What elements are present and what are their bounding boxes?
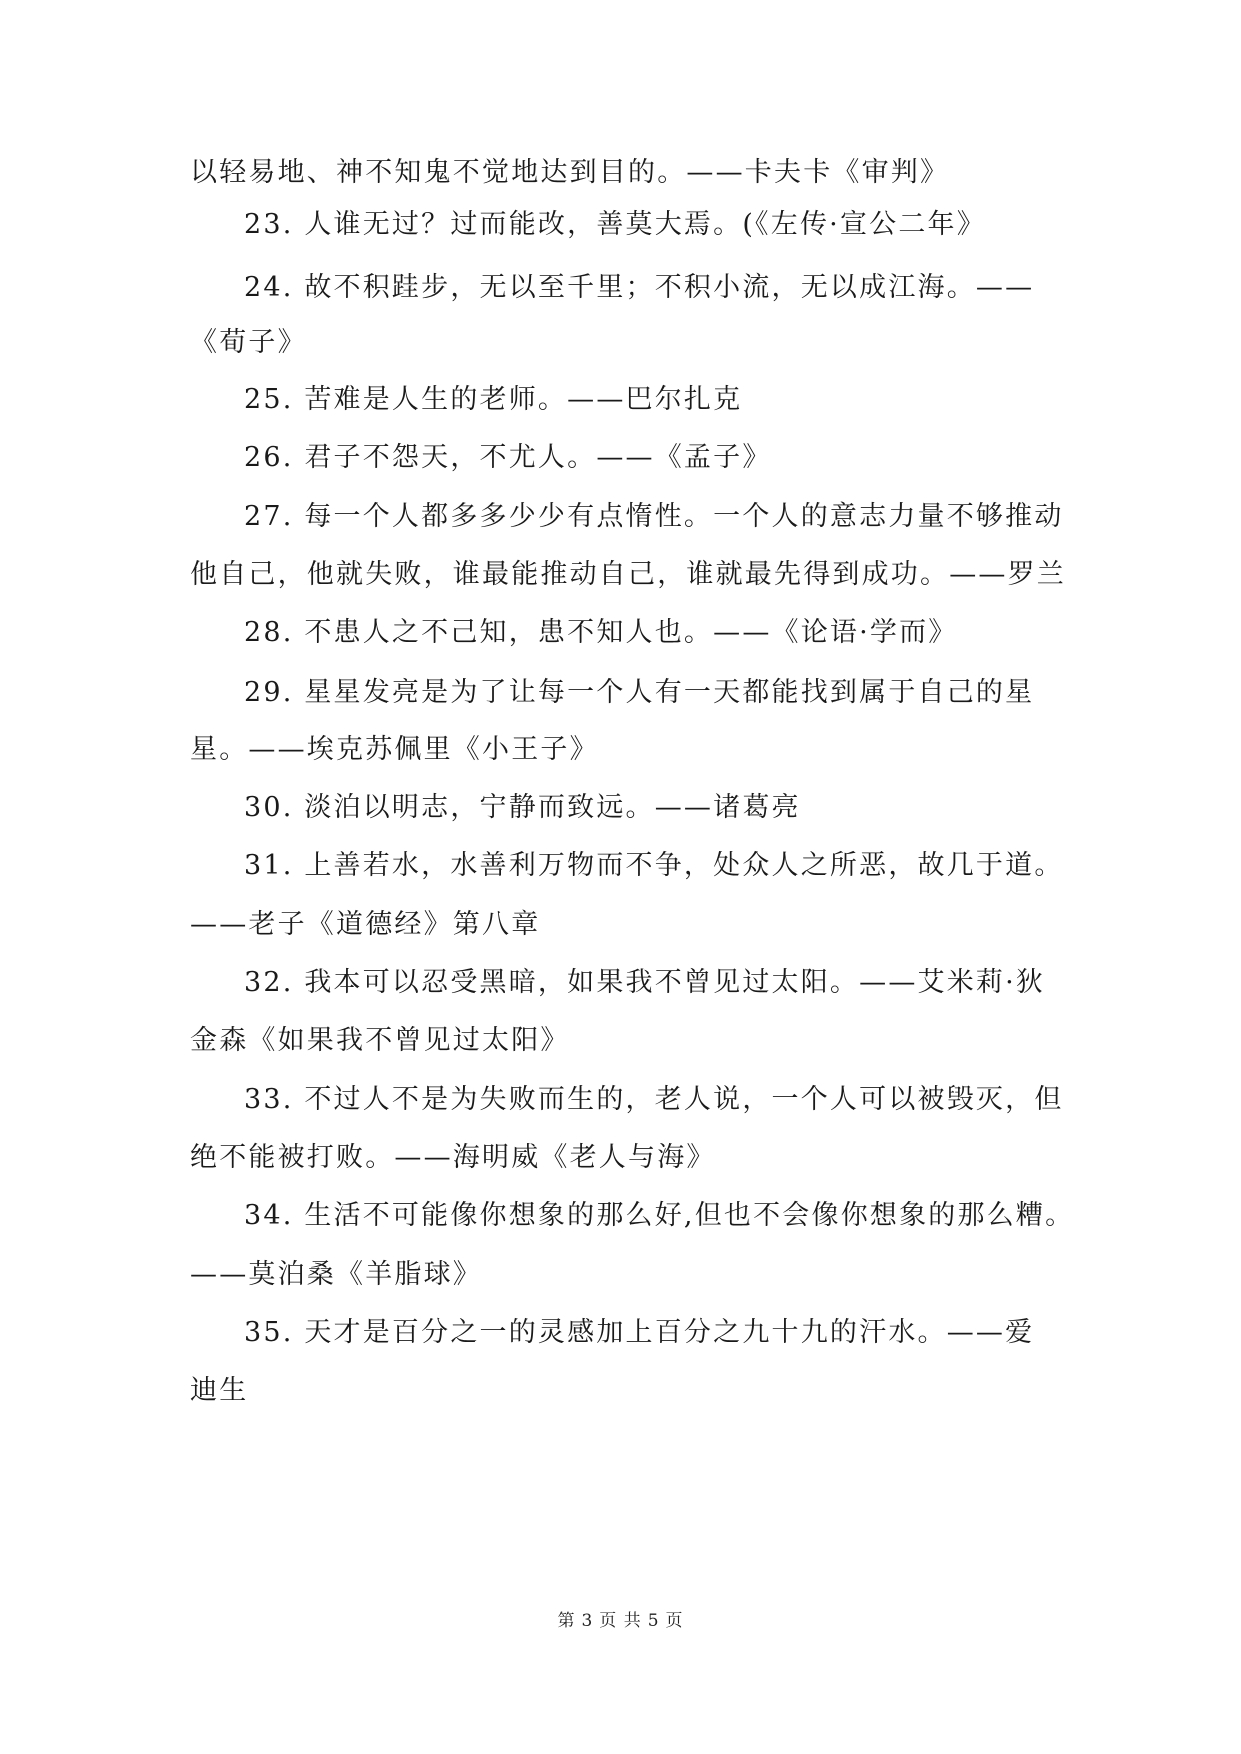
- footer-middle: 页 共: [599, 1611, 642, 1631]
- text-line: 31. 上善若水，水善利万物而不争，处众人之所恶，故几于道。: [244, 850, 1064, 881]
- text-line: 34. 生活不可能像你想象的那么好,但也不会像你想象的那么糟。: [244, 1200, 1075, 1231]
- text-line: 24. 故不积跬步，无以至千里；不积小流，无以成江海。——: [244, 272, 1035, 303]
- text-line: 《荀子》: [190, 327, 307, 358]
- text-line: 30. 淡泊以明志，宁静而致远。——诸葛亮: [244, 792, 801, 823]
- current-page-number: 3: [581, 1611, 594, 1631]
- text-line: 32. 我本可以忍受黑暗，如果我不曾见过太阳。——艾米莉·狄: [244, 967, 1046, 998]
- text-line: 25. 苦难是人生的老师。——巴尔扎克: [244, 384, 743, 415]
- text-line: 23. 人谁无过？过而能改，善莫大焉。(《左传·宣公二年》: [244, 209, 986, 240]
- text-line: ——莫泊桑《羊脂球》: [190, 1259, 482, 1290]
- text-line: 金森《如果我不曾见过太阳》: [190, 1025, 570, 1056]
- text-line: 33. 不过人不是为失败而生的，老人说，一个人可以被毁灭，但: [244, 1084, 1064, 1115]
- text-line: 以轻易地、神不知鬼不觉地达到目的。——卡夫卡《审判》: [190, 157, 950, 188]
- text-line: 28. 不患人之不己知，患不知人也。——《论语·学而》: [244, 617, 958, 648]
- total-page-number: 5: [647, 1611, 660, 1631]
- text-line: 绝不能被打败。——海明威《老人与海》: [190, 1142, 716, 1173]
- text-line: 29. 星星发亮是为了让每一个人有一天都能找到属于自己的星: [244, 677, 1035, 708]
- footer-prefix: 第: [557, 1611, 576, 1631]
- text-line: 他自己，他就失败，谁最能推动自己，谁就最先得到成功。——罗兰: [190, 559, 1066, 590]
- text-line: 星。——埃克苏佩里《小王子》: [190, 734, 599, 765]
- text-line: 26. 君子不怨天，不尤人。——《孟子》: [244, 442, 772, 473]
- text-line: 27. 每一个人都多多少少有点惰性。一个人的意志力量不够推动: [244, 501, 1064, 532]
- text-line: 35. 天才是百分之一的灵感加上百分之九十九的汗水。——爱: [244, 1317, 1035, 1348]
- text-line: ——老子《道德经》第八章: [190, 909, 541, 940]
- text-line: 迪生: [190, 1375, 249, 1406]
- page-number-footer: [0, 1606, 1241, 1631]
- footer-suffix: 页: [665, 1611, 684, 1631]
